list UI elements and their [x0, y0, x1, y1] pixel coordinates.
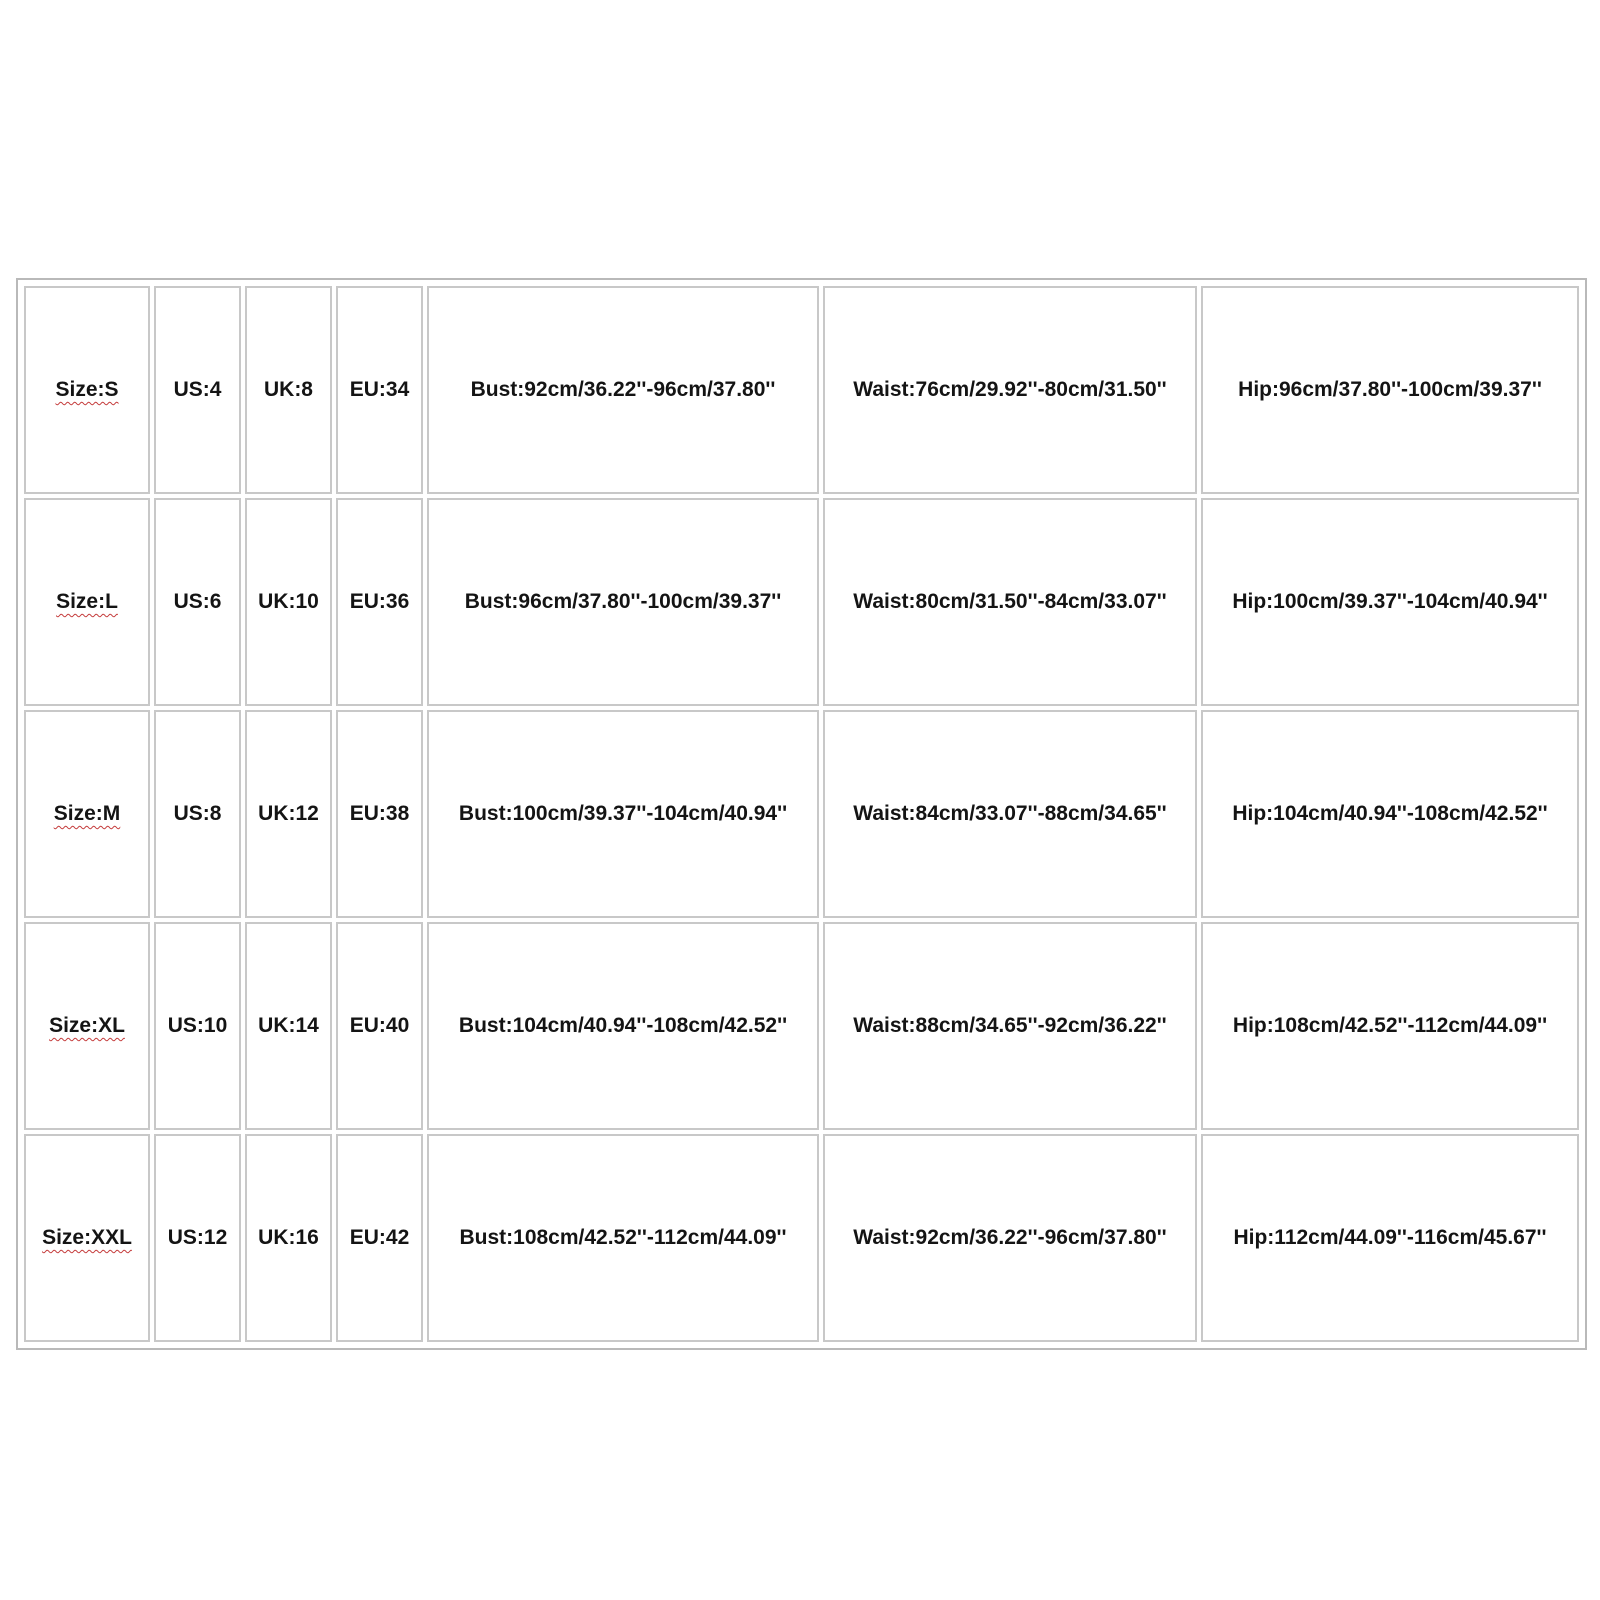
size-cell — [24, 286, 150, 494]
us-size-cell: US:10 — [154, 922, 241, 1130]
size-row-xxl — [24, 1134, 1579, 1342]
hip-cell: Hip:112cm/44.09''-116cm/45.67'' — [1201, 1134, 1579, 1342]
bust-cell: Bust:100cm/39.37''-104cm/40.94'' — [427, 710, 819, 918]
waist-cell: Waist:84cm/33.07''-88cm/34.65'' — [823, 710, 1197, 918]
uk-size-cell: UK:8 — [245, 286, 332, 494]
size-label: Size:M — [53, 802, 121, 825]
size-label: Size:S — [55, 378, 119, 401]
size-label: Size:XL — [49, 1014, 125, 1037]
size-row-xl — [24, 922, 1579, 1130]
size-row-l — [24, 498, 1579, 706]
waist-cell: Waist:92cm/36.22''-96cm/37.80'' — [823, 1134, 1197, 1342]
waist-cell: Waist:80cm/31.50''-84cm/33.07'' — [823, 498, 1197, 706]
eu-size-cell: EU:36 — [336, 498, 423, 706]
uk-size-cell: UK:12 — [245, 710, 332, 918]
hip-cell: Hip:96cm/37.80''-100cm/39.37'' — [1201, 286, 1579, 494]
uk-size-cell: UK:14 — [245, 922, 332, 1130]
eu-size-cell: EU:38 — [336, 710, 423, 918]
us-size-cell: US:6 — [154, 498, 241, 706]
hip-cell: Hip:100cm/39.37''-104cm/40.94'' — [1201, 498, 1579, 706]
hip-cell: Hip:108cm/42.52''-112cm/44.09'' — [1201, 922, 1579, 1130]
uk-size-cell: UK:16 — [245, 1134, 332, 1342]
size-cell — [24, 498, 150, 706]
size-cell — [24, 710, 150, 918]
us-size-cell: US:12 — [154, 1134, 241, 1342]
size-cell — [24, 922, 150, 1130]
waist-cell: Waist:88cm/34.65''-92cm/36.22'' — [823, 922, 1197, 1130]
hip-cell: Hip:104cm/40.94''-108cm/42.52'' — [1201, 710, 1579, 918]
us-size-cell: US:8 — [154, 710, 241, 918]
waist-cell: Waist:76cm/29.92''-80cm/31.50'' — [823, 286, 1197, 494]
size-row-m — [24, 710, 1579, 918]
size-chart-table — [20, 282, 1583, 1346]
bust-cell: Bust:104cm/40.94''-108cm/42.52'' — [427, 922, 819, 1130]
size-row-s — [24, 286, 1579, 494]
bust-cell: Bust:92cm/36.22''-96cm/37.80'' — [427, 286, 819, 494]
us-size-cell: US:4 — [154, 286, 241, 494]
bust-cell: Bust:108cm/42.52''-112cm/44.09'' — [427, 1134, 819, 1342]
size-chart — [16, 278, 1587, 1350]
size-label: Size:XXL — [42, 1226, 132, 1249]
eu-size-cell: EU:42 — [336, 1134, 423, 1342]
eu-size-cell: EU:40 — [336, 922, 423, 1130]
eu-size-cell: EU:34 — [336, 286, 423, 494]
size-label: Size:L — [56, 590, 118, 613]
size-cell — [24, 1134, 150, 1342]
uk-size-cell: UK:10 — [245, 498, 332, 706]
bust-cell: Bust:96cm/37.80''-100cm/39.37'' — [427, 498, 819, 706]
